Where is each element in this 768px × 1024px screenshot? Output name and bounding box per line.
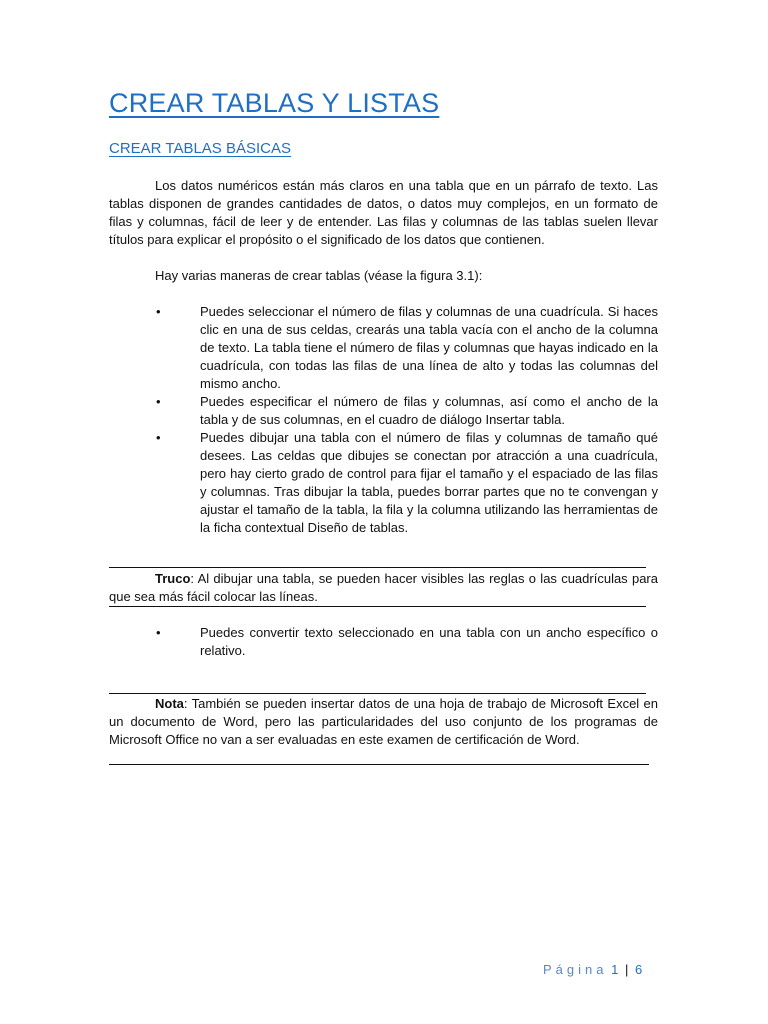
note-label: Nota: [155, 696, 184, 711]
bullet-list-2: [109, 624, 658, 660]
intro-paragraph: Los datos numéricos están más claros en una tabla que en un párrafo de texto. Las tablas disponen de grandes cantidades de datos, o datos muy complejos, en un formato de filas y columnas, fácil de leer y de entender. Las filas y columnas de las tablas suelen llevar títulos para explicar el propósito o el significado de los datos que contienen.: [109, 178, 658, 247]
bullet-icon: •: [156, 304, 161, 319]
list-item-text: Puedes seleccionar el número de filas y columnas de una cuadrícula. Si haces clic en una de sus celdas, crearás una tabla vacía con el ancho de la columna de texto. La tabla tiene el número de filas y columnas que hayas indicado en la cuadrícula, con todas las filas de una línea de alto y todas las columnas del mismo ancho.: [200, 304, 658, 391]
footer-separator: |: [624, 962, 629, 977]
tip-text: : Al dibujar una tabla, se pueden hacer visibles las reglas o las cuadrículas para que sea más fácil colocar las líneas.: [109, 571, 658, 604]
page-title: CREAR TABLAS Y LISTAS: [109, 88, 440, 118]
note-box: [109, 695, 658, 749]
ways-intro-paragraph: Hay varias maneras de crear tablas (véase la figura 3.1):: [155, 268, 483, 283]
list-item: [109, 303, 658, 393]
list-item: [109, 393, 658, 429]
bullet-list: [109, 303, 658, 537]
bullet-icon: •: [156, 625, 161, 640]
note-top-rule: [109, 693, 646, 694]
bullet-icon: •: [156, 394, 161, 409]
footer-total-pages: 6: [634, 962, 643, 977]
footer-page-number: 1: [611, 962, 619, 977]
list-item-text: Puedes convertir texto seleccionado en una tabla con un ancho específico o relativo.: [200, 625, 658, 658]
bullet-icon: •: [156, 430, 161, 445]
page-footer: [543, 962, 642, 977]
note-bottom-rule: [109, 764, 649, 765]
footer-page-word: Página: [543, 962, 608, 977]
list-item: [109, 429, 658, 537]
tip-bottom-rule: [109, 606, 646, 607]
tip-box: [109, 570, 658, 606]
tip-label: Truco: [155, 571, 191, 586]
section-heading: CREAR TABLAS BÁSICAS: [109, 140, 292, 157]
list-item-text: Puedes dibujar una tabla con el número de filas y columnas de tamaño qué desees. Las celdas que dibujes se conectan por atracción a una cuadrícula, pero hay cierto grado de control para fijar el tamaño y el espaciado de las filas y columnas. Tras dibujar la tabla, puedes borrar partes que no te convengan y ajustar el tamaño de la tabla, la fila y la columna utilizando las herramientas de la ficha contextual Diseño de tablas.: [200, 430, 658, 535]
tip-top-rule: [109, 567, 646, 568]
list-item-text: Puedes especificar el número de filas y columnas, así como el ancho de la tabla y de sus columnas, en el cuadro de diálogo Insertar tabla.: [200, 394, 658, 427]
list-item: [109, 624, 658, 660]
note-text: : También se pueden insertar datos de una hoja de trabajo de Microsoft Excel en un documento de Word, pero las particularidades del uso conjunto de los programas de Microsoft Office no van a ser evaluadas en este examen de certificación de Word.: [109, 696, 658, 747]
